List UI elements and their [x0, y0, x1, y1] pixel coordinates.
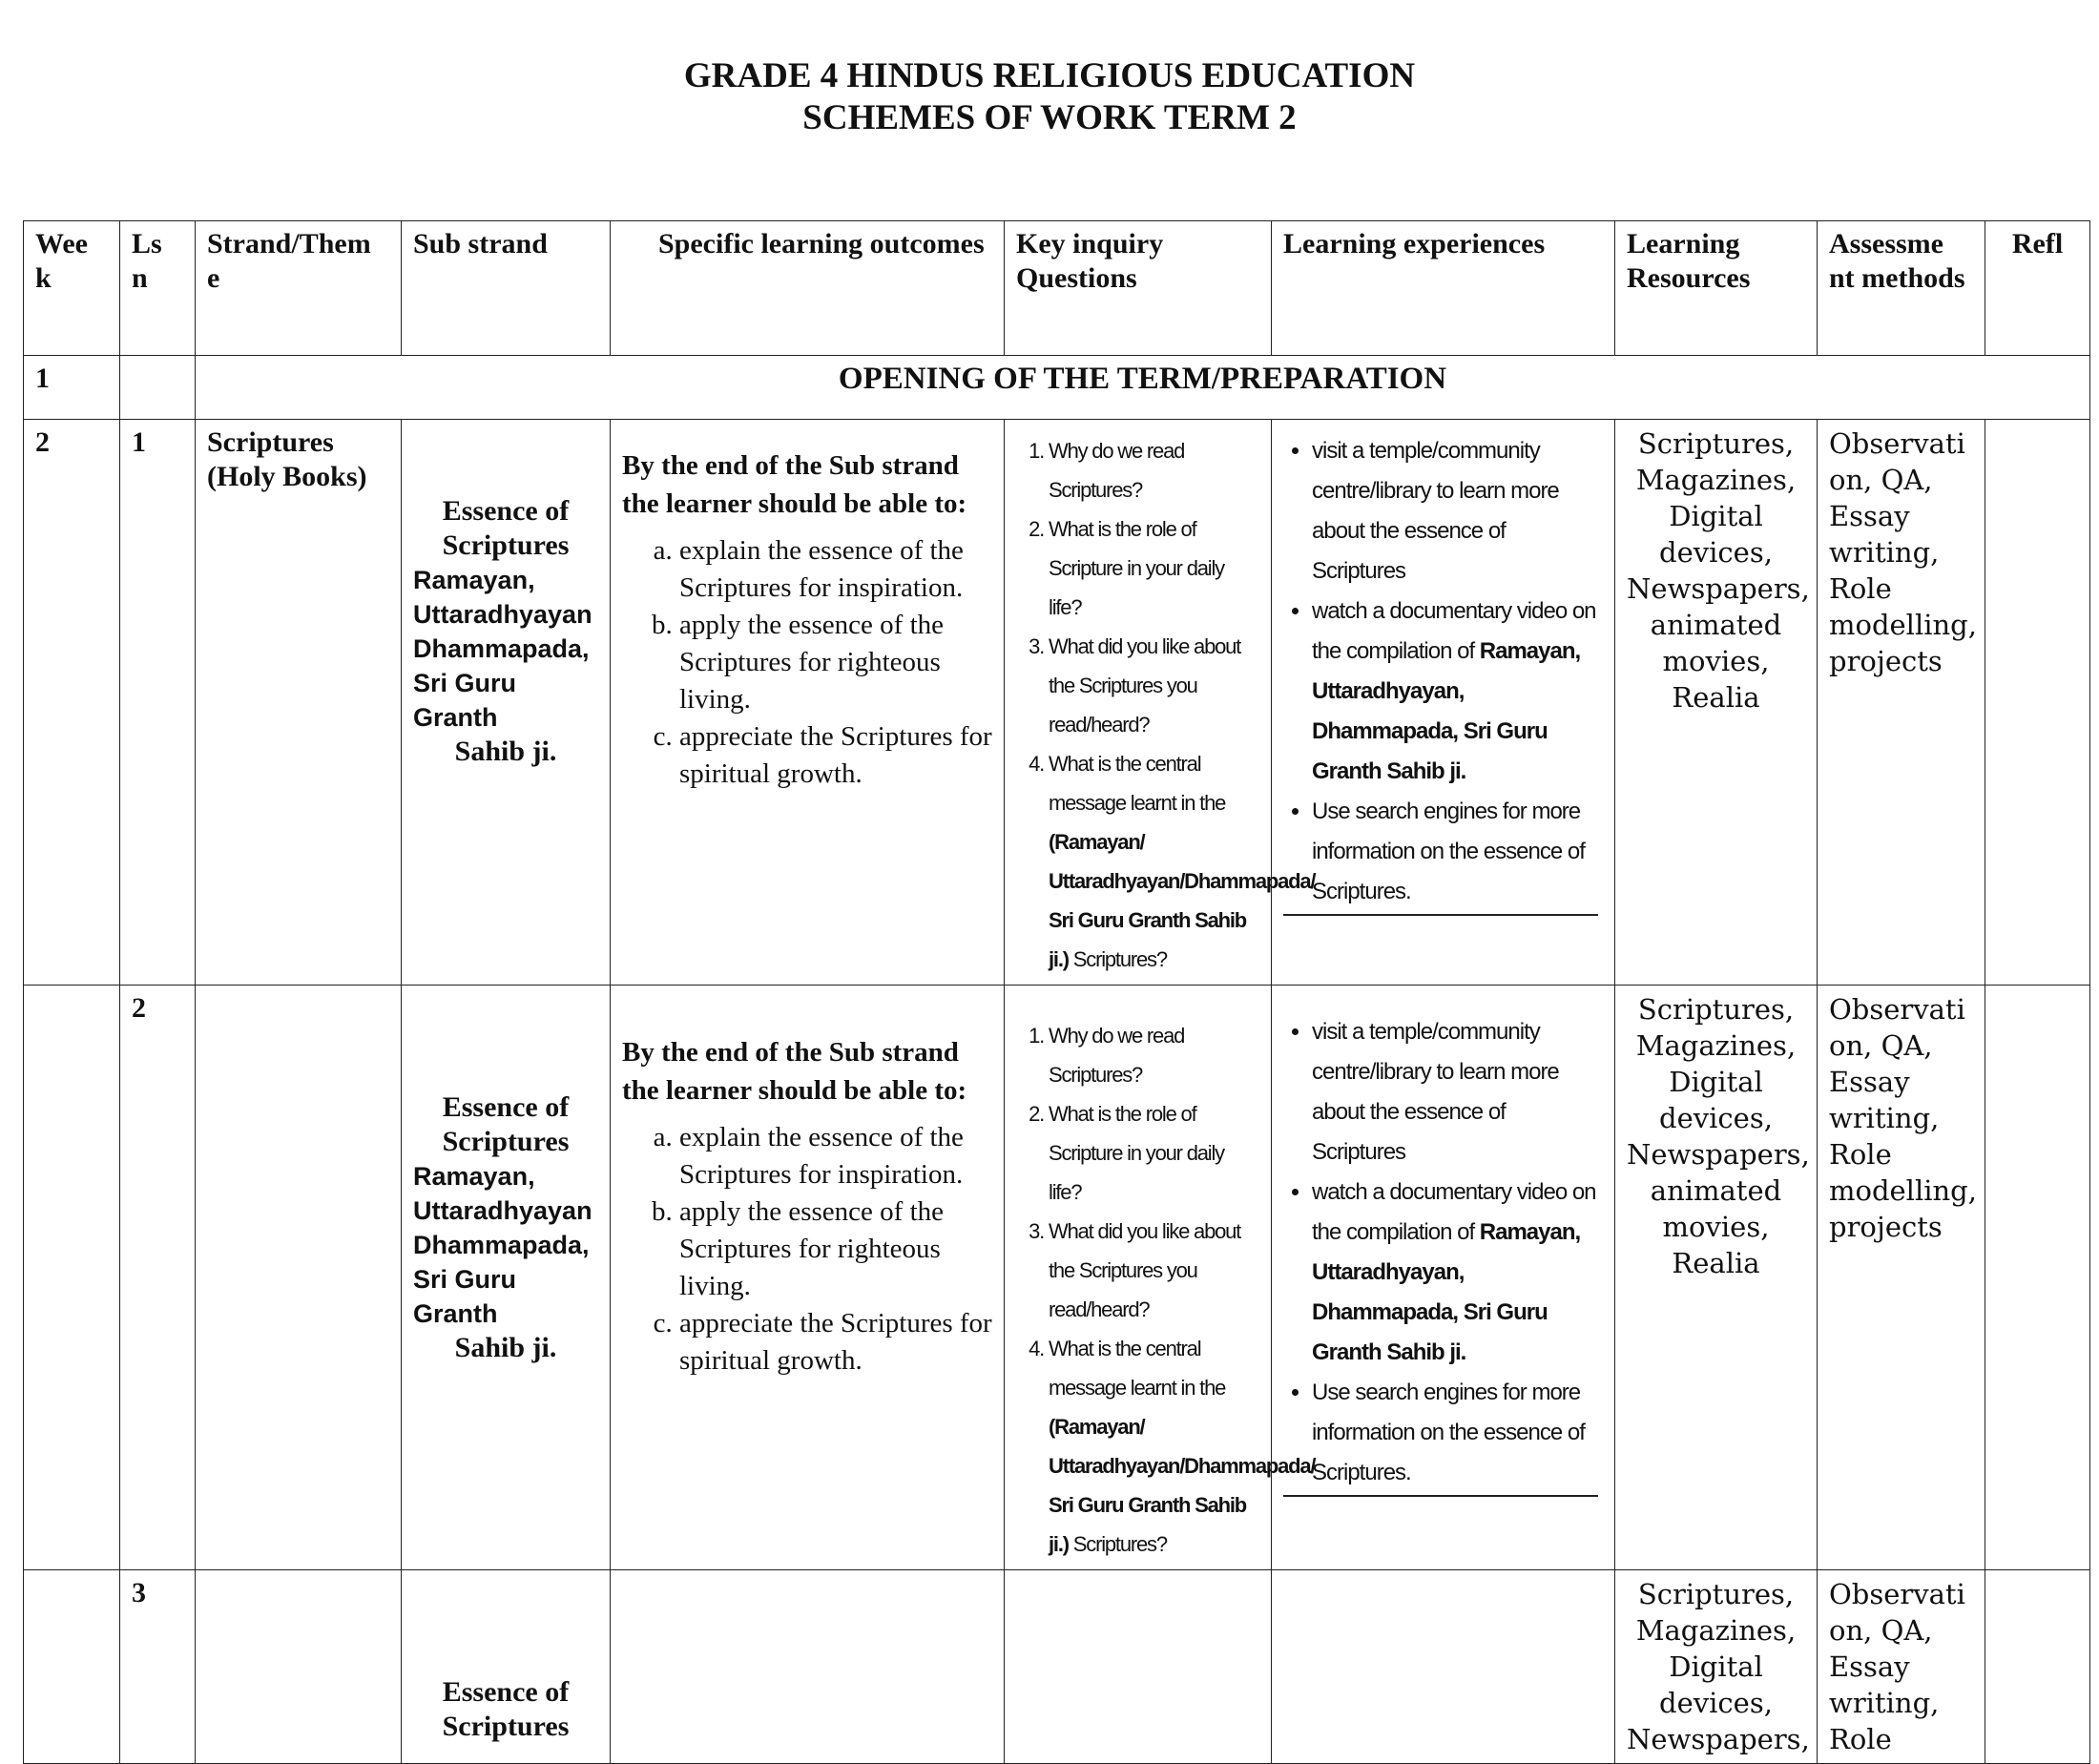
assessment-cell: Observati on, QA, Essay writing, Role modelling, projects: [1818, 420, 1985, 986]
experience-bold-text: Ramayan, Uttaradhyayan, Dhammapada, Sri Guru Granth Sahib ji.: [1312, 1219, 1581, 1365]
experiences-list: [1283, 431, 1598, 916]
header-key-inquiry: Key inquiry Questions: [1005, 221, 1272, 356]
header-lesson: Ls n: [120, 221, 196, 356]
substrand-tail: Sahib ji.: [454, 1332, 557, 1363]
resources-cell: Scriptures, Magazines, Digital devices, Newspapers, animated movies, Realia: [1615, 986, 1818, 1570]
lesson-cell: 3: [120, 1570, 196, 1764]
experience-bold-text: Ramayan, Uttaradhyayan, Dhammapada, Sri Guru Granth Sahib ji.: [1312, 638, 1581, 784]
assessment-cell: Observati on, QA, Essay writing, Role: [1818, 1570, 1985, 1764]
outcomes-cell: [611, 986, 1005, 1570]
outcomes-cell: [611, 420, 1005, 986]
table-row: [24, 420, 2090, 986]
experience-text: watch a documentary video on the compilation of: [1312, 1179, 1596, 1245]
inquiry-text: What is the central message learnt in the: [1049, 752, 1226, 815]
inquiry-tail: Scriptures?: [1072, 1532, 1167, 1556]
opening-row: [24, 356, 2090, 420]
key-inquiry-list: [1016, 1016, 1316, 1564]
experience-item: • Use search engines for more information on the essence of Scriptures.: [1312, 1373, 1598, 1493]
experience-item: • Use search engines for more information on the essence of Scriptures.: [1312, 792, 1598, 912]
header-learning-experiences: Learning experiences: [1272, 221, 1615, 356]
inquiry-item: 1. Why do we read Scriptures?: [1049, 431, 1259, 509]
substrand-cell: [402, 1570, 611, 1764]
week-cell: 2: [24, 420, 120, 986]
learning-experiences-cell: [1272, 1570, 1615, 1764]
experience-text: watch a documentary video on the compilation of: [1312, 598, 1596, 664]
inquiry-item: [1049, 744, 1316, 979]
experience-item: [1312, 1173, 1598, 1373]
lesson-cell: 1: [120, 420, 196, 986]
table-row: [24, 986, 2090, 1570]
resources-cell: Scriptures, Magazines, Digital devices, Newspapers,: [1615, 1570, 1818, 1764]
substrand-detail: Ramayan, Uttaradhyayan Dhammapada, Sri Guru Granth: [413, 1162, 592, 1328]
inquiry-item: 3. What did you like about the Scriptures you read/heard?: [1049, 627, 1259, 744]
outcome-item: c. appreciate the Scriptures for spiritual growth.: [679, 718, 992, 793]
opening-week: 1: [24, 356, 120, 420]
experience-item: [1312, 591, 1598, 792]
substrand-title: Essence of Scriptures: [442, 495, 570, 561]
reflection-cell: [1985, 986, 2090, 1570]
key-inquiry-cell: [1005, 986, 1316, 1570]
substrand-title: Essence of Scriptures: [442, 1091, 570, 1157]
reflection-cell: [1985, 420, 2090, 986]
header-week: Wee k: [24, 221, 120, 356]
week-cell: [24, 986, 120, 1570]
substrand-cell: [402, 420, 611, 986]
strand-cell: [196, 986, 402, 1570]
experiences-list: [1283, 1012, 1598, 1497]
key-inquiry-list: [1016, 431, 1316, 979]
outcome-item: b. apply the essence of the Scriptures for righteous living.: [679, 1193, 992, 1305]
inquiry-text: What is the central message learnt in the: [1049, 1337, 1226, 1400]
header-row: [24, 221, 2090, 356]
document-title: GRADE 4 HINDUS RELIGIOUS EDUCATION: [683, 56, 1416, 95]
learning-experiences-cell: [1272, 986, 1615, 1570]
inquiry-bold-text: (Ramayan/ Uttaradhyayan/Dhammapada/ Sri Guru Granth Sahib ji.): [1049, 830, 1316, 971]
outcomes-intro: By the end of the Sub strand the learner should be able to:: [622, 450, 967, 519]
outcomes-list: [622, 532, 992, 793]
assessment-cell: Observati on, QA, Essay writing, Role modelling, projects: [1818, 986, 1985, 1570]
experience-item: • visit a temple/community centre/library to learn more about the essence of Scriptures: [1312, 431, 1598, 591]
outcomes-intro: By the end of the Sub strand the learner should be able to:: [622, 1037, 967, 1106]
lesson-cell: 2: [120, 986, 196, 1570]
outcome-item: a. explain the essence of the Scriptures for inspiration.: [679, 1119, 992, 1193]
header-substrand: Sub strand: [402, 221, 611, 356]
header-outcomes: Specific learning outcomes: [611, 221, 1005, 356]
opening-text: OPENING OF THE TERM/PREPARATION: [196, 356, 2090, 420]
inquiry-item: [1049, 1329, 1316, 1564]
opening-lesson: [120, 356, 196, 420]
header-resources: Learning Resources: [1615, 221, 1818, 356]
substrand-tail: Sahib ji.: [454, 736, 557, 767]
outcome-item: c. appreciate the Scriptures for spiritual growth.: [679, 1305, 992, 1380]
header-strand: Strand/Them e: [196, 221, 402, 356]
resources-cell: Scriptures, Magazines, Digital devices, Newspapers, animated movies, Realia: [1615, 420, 1818, 986]
outcome-item: b. apply the essence of the Scriptures for righteous living.: [679, 607, 992, 718]
table-row: [24, 1570, 2090, 1764]
header-reflection: Refl: [1985, 221, 2090, 356]
key-inquiry-cell: [1005, 1570, 1272, 1764]
outcomes-list: [622, 1119, 992, 1380]
substrand-title: Essence of Scriptures: [442, 1676, 570, 1742]
strand-cell: [196, 1570, 402, 1764]
inquiry-tail: Scriptures?: [1072, 947, 1167, 971]
experience-item: • visit a temple/community centre/library to learn more about the essence of Scriptures: [1312, 1012, 1598, 1173]
week-cell: [24, 1570, 120, 1764]
inquiry-item: 1. Why do we read Scriptures?: [1049, 1016, 1259, 1094]
outcome-item: a. explain the essence of the Scriptures for inspiration.: [679, 532, 992, 607]
strand-cell: Scriptures (Holy Books): [196, 420, 402, 986]
schemes-of-work-table: [23, 220, 2090, 1764]
inquiry-bold-text: (Ramayan/ Uttaradhyayan/Dhammapada/ Sri Guru Granth Sahib ji.): [1049, 1415, 1316, 1556]
substrand-cell: [402, 986, 611, 1570]
learning-experiences-cell: [1272, 420, 1615, 986]
substrand-detail: Ramayan, Uttaradhyayan Dhammapada, Sri Guru Granth: [413, 566, 592, 732]
reflection-cell: [1985, 1570, 2090, 1764]
document-subtitle: SCHEMES OF WORK TERM 2: [802, 98, 1297, 137]
inquiry-item: 2. What is the role of Scripture in your daily life?: [1049, 509, 1259, 627]
key-inquiry-cell: [1005, 420, 1316, 986]
inquiry-item: 2. What is the role of Scripture in your daily life?: [1049, 1094, 1259, 1212]
inquiry-item: 3. What did you like about the Scriptures you read/heard?: [1049, 1212, 1259, 1329]
outcomes-cell: [611, 1570, 1005, 1764]
header-assessment: Assessme nt methods: [1818, 221, 1985, 356]
